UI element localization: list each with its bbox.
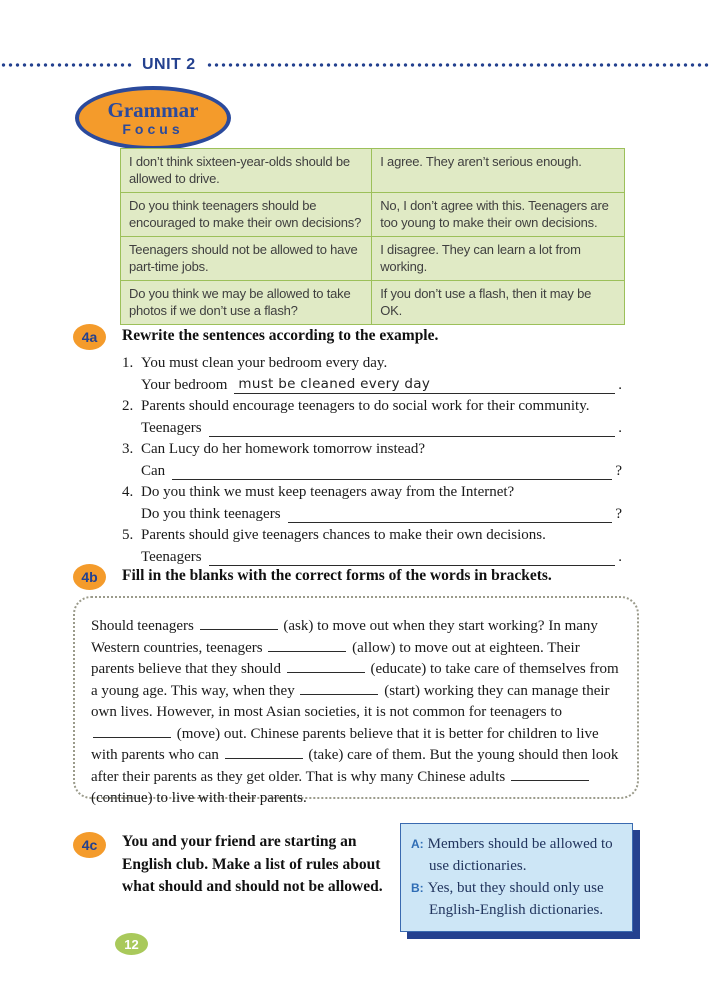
grammar-table: [120, 148, 625, 325]
table-cell-left: Do you think we may be allowed to take photos if we don’t use a flash?: [121, 281, 372, 325]
end-punctuation: .: [618, 377, 622, 393]
answer-stem: Teenagers: [141, 549, 202, 565]
fill-blanks-box: [73, 596, 639, 806]
table-cell-left: Do you think teenagers should be encouraged to make their own decisions?: [121, 193, 372, 237]
section-4a-title: Rewrite the sentences according to the example.: [122, 327, 439, 344]
answer-stem: Teenagers: [141, 420, 202, 436]
exercise-item: [122, 396, 622, 439]
blank-line: [300, 681, 378, 695]
item-number: 4.: [122, 484, 134, 500]
blank-line: [93, 724, 171, 738]
end-punctuation: .: [618, 420, 622, 436]
exercise-item: [122, 353, 622, 396]
blank-line: [287, 659, 365, 673]
blank-line: [268, 638, 346, 652]
exercise-item: [122, 439, 622, 482]
item-number: 3.: [122, 441, 134, 457]
item-number: 1.: [122, 355, 134, 371]
dialog-text: Members should be allowed to use dictionaries.: [427, 836, 613, 874]
page-number: 12: [124, 936, 139, 952]
answer-blank-line: [209, 417, 616, 437]
fill-blanks-paragraph: Should teenagers (ask) to move out when they start working? In many Western countries, teenagers (allow) to move out at eighteen. Their parents believe that they should (educate) to take care of themselves from a young age. This way, when they (start) working they can manage their own lives. However, in most Asian societies, it is not common for teenagers to (move) out. Chinese parents believe that it is better for children to live with parents who can (take) care of them. But the young should then look after their parents as they get older. That is why many Chinese adults (continue) to live with their parents.: [91, 618, 619, 806]
item-answer-row: [122, 460, 622, 482]
grammar-table-body: [121, 149, 625, 325]
answer-stem: Do you think teenagers: [141, 506, 281, 522]
focus-label: Focus: [122, 120, 184, 137]
item-prompt: Do you think we must keep teenagers away from the Internet?: [141, 484, 515, 500]
handwritten-answer: must be cleaned every day: [238, 376, 431, 392]
section-4b-title: Fill in the blanks with the correct forms of the words in brackets.: [122, 567, 552, 584]
item-number: 5.: [122, 527, 134, 543]
item-prompt: Parents should encourage teenagers to do social work for their community.: [141, 398, 590, 414]
answer-blank-line: [234, 374, 615, 394]
exercise-4a-list: [122, 353, 622, 568]
item-prompt: Can Lucy do her homework tomorrow instead?: [141, 441, 426, 457]
item-prompt-row: [122, 396, 622, 417]
end-punctuation: ?: [615, 463, 622, 479]
answer-blank-line: [288, 503, 613, 523]
dotted-rule-left: [0, 63, 132, 67]
table-cell-right: No, I don’t agree with this. Teenagers are too young to make their own decisions.: [372, 193, 625, 237]
item-answer-row: [122, 503, 622, 525]
section-4b-badge: [73, 564, 106, 590]
table-row: [121, 149, 625, 193]
item-prompt-row: [122, 482, 622, 503]
table-cell-left: I don’t think sixteen-year-olds should be allowed to drive.: [121, 149, 372, 193]
blank-line: [511, 767, 589, 781]
answer-stem: Your bedroom: [141, 377, 228, 393]
item-answer-row: [122, 417, 622, 439]
item-prompt-row: [122, 353, 622, 374]
table-cell-right: I agree. They aren’t serious enough.: [372, 149, 625, 193]
page-number-badge: [115, 933, 148, 955]
dialog-speaker-label: A:: [411, 837, 424, 851]
dialog-line: [411, 877, 622, 921]
section-4a-label: 4a: [81, 329, 98, 345]
dialog-line: [411, 833, 622, 877]
unit-header: [0, 56, 710, 74]
blank-line: [225, 745, 303, 759]
table-row: [121, 193, 625, 237]
item-prompt-row: [122, 439, 622, 460]
section-4c-badge: [73, 832, 106, 858]
dialog-speaker-label: B:: [411, 881, 424, 895]
exercise-item: [122, 482, 622, 525]
item-prompt: Parents should give teenagers chances to make their own decisions.: [141, 527, 546, 543]
grammar-focus-badge: [75, 86, 231, 150]
table-row: [121, 281, 625, 325]
answer-blank-line: [172, 460, 612, 480]
table-cell-right: I disagree. They can learn a lot from working.: [372, 237, 625, 281]
blank-line: [200, 616, 278, 630]
item-answer-row: [122, 546, 622, 568]
unit-label: UNIT 2: [142, 56, 196, 73]
grammar-label: Grammar: [107, 97, 199, 122]
dialog-box: [400, 823, 633, 932]
section-4c-instruction: You and your friend are starting an English club. Make a list of rules about what should and should not be allowed.: [122, 833, 383, 895]
dotted-rule-right: [206, 63, 710, 67]
table-row: [121, 237, 625, 281]
exercise-item: [122, 525, 622, 568]
item-number: 2.: [122, 398, 134, 414]
item-prompt: You must clean your bedroom every day.: [141, 355, 388, 371]
item-answer-row: [122, 374, 622, 396]
answer-blank-line: [209, 546, 616, 566]
table-cell-right: If you don’t use a flash, then it may be OK.: [372, 281, 625, 325]
section-4a-badge: [73, 324, 106, 350]
end-punctuation: ?: [615, 506, 622, 522]
end-punctuation: .: [618, 549, 622, 565]
dialog-text: Yes, but they should only use English-English dictionaries.: [427, 880, 604, 918]
answer-stem: Can: [141, 463, 166, 479]
section-4b-label: 4b: [81, 569, 98, 585]
table-cell-left: Teenagers should not be allowed to have part-time jobs.: [121, 237, 372, 281]
section-4c-label: 4c: [81, 837, 98, 853]
item-prompt-row: [122, 525, 622, 546]
